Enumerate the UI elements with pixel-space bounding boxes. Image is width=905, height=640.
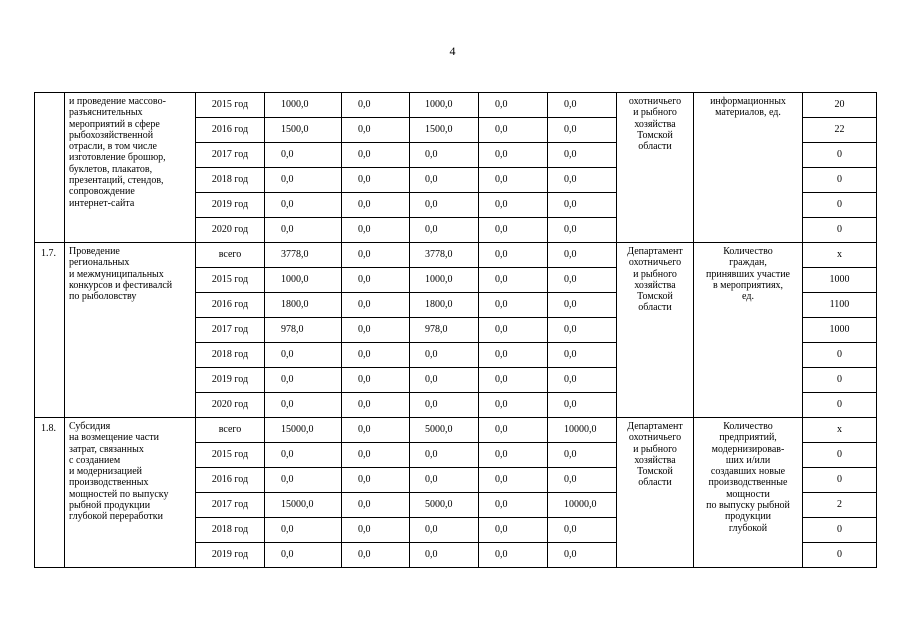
indicator-value-cell: 0 — [803, 168, 877, 193]
year-cell: 2015 год — [196, 268, 265, 293]
responsible-department: Департамент охотничьего и рыбного хозяйства Томской области — [617, 418, 694, 568]
total-cell: 1000,0 — [265, 268, 342, 293]
local-budget-cell: 0,0 — [479, 468, 548, 493]
extrabudget-cell: 0,0 — [548, 518, 617, 543]
total-cell: 978,0 — [265, 318, 342, 343]
federal-budget-cell: 0,0 — [342, 318, 410, 343]
extrabudget-cell: 0,0 — [548, 268, 617, 293]
year-cell: 2017 год — [196, 318, 265, 343]
local-budget-cell: 0,0 — [479, 193, 548, 218]
indicator-value-cell: 1000 — [803, 268, 877, 293]
regional-budget-cell: 1800,0 — [410, 293, 479, 318]
year-cell: 2016 год — [196, 293, 265, 318]
local-budget-cell: 0,0 — [479, 493, 548, 518]
regional-budget-cell: 1000,0 — [410, 93, 479, 118]
regional-budget-cell: 1500,0 — [410, 118, 479, 143]
item-name: Субсидия на возмещение части затрат, связанных с созданием и модернизацией производственных мощностей по выпуску рыбной продукции глубокой переработки — [65, 418, 196, 568]
extrabudget-cell: 0,0 — [548, 468, 617, 493]
federal-budget-cell: 0,0 — [342, 468, 410, 493]
year-cell: 2020 год — [196, 393, 265, 418]
federal-budget-cell: 0,0 — [342, 93, 410, 118]
regional-budget-cell: 5000,0 — [410, 418, 479, 443]
page-number: 4 — [449, 44, 456, 58]
extrabudget-cell: 0,0 — [548, 543, 617, 568]
year-cell: 2019 год — [196, 193, 265, 218]
regional-budget-cell: 0,0 — [410, 443, 479, 468]
year-cell: 2020 год — [196, 218, 265, 243]
year-cell: 2015 год — [196, 93, 265, 118]
item-number: 1.7. — [35, 243, 65, 418]
indicator-value-cell: 0 — [803, 443, 877, 468]
year-cell: 2015 год — [196, 443, 265, 468]
local-budget-cell: 0,0 — [479, 393, 548, 418]
total-cell: 0,0 — [265, 543, 342, 568]
indicator-value-cell: 0 — [803, 468, 877, 493]
regional-budget-cell: 0,0 — [410, 168, 479, 193]
total-cell: 1000,0 — [265, 93, 342, 118]
extrabudget-cell: 0,0 — [548, 118, 617, 143]
total-cell: 0,0 — [265, 218, 342, 243]
indicator-value-cell: 0 — [803, 343, 877, 368]
year-cell: 2018 год — [196, 168, 265, 193]
local-budget-cell: 0,0 — [479, 543, 548, 568]
indicator-value-cell: 0 — [803, 368, 877, 393]
local-budget-cell: 0,0 — [479, 443, 548, 468]
item-number: 1.8. — [35, 418, 65, 568]
indicator-value-cell: 1100 — [803, 293, 877, 318]
federal-budget-cell: 0,0 — [342, 168, 410, 193]
local-budget-cell: 0,0 — [479, 93, 548, 118]
total-cell: 3778,0 — [265, 243, 342, 268]
local-budget-cell: 0,0 — [479, 368, 548, 393]
total-cell: 0,0 — [265, 518, 342, 543]
indicator-value-cell: 0 — [803, 143, 877, 168]
extrabudget-cell: 0,0 — [548, 343, 617, 368]
extrabudget-cell: 0,0 — [548, 218, 617, 243]
total-cell: 0,0 — [265, 468, 342, 493]
regional-budget-cell: 0,0 — [410, 343, 479, 368]
total-cell: 15000,0 — [265, 493, 342, 518]
program-table — [34, 92, 877, 568]
year-cell: всего — [196, 243, 265, 268]
extrabudget-cell: 0,0 — [548, 193, 617, 218]
extrabudget-cell: 0,0 — [548, 393, 617, 418]
local-budget-cell: 0,0 — [479, 293, 548, 318]
federal-budget-cell: 0,0 — [342, 368, 410, 393]
indicator-value-cell: х — [803, 418, 877, 443]
federal-budget-cell: 0,0 — [342, 218, 410, 243]
federal-budget-cell: 0,0 — [342, 343, 410, 368]
table-row — [35, 243, 877, 268]
extrabudget-cell: 0,0 — [548, 443, 617, 468]
local-budget-cell: 0,0 — [479, 268, 548, 293]
year-cell: всего — [196, 418, 265, 443]
federal-budget-cell: 0,0 — [342, 543, 410, 568]
federal-budget-cell: 0,0 — [342, 268, 410, 293]
local-budget-cell: 0,0 — [479, 218, 548, 243]
indicator-value-cell: 20 — [803, 93, 877, 118]
federal-budget-cell: 0,0 — [342, 293, 410, 318]
table-row — [35, 93, 877, 118]
regional-budget-cell: 978,0 — [410, 318, 479, 343]
regional-budget-cell: 0,0 — [410, 393, 479, 418]
indicator-value-cell: 0 — [803, 218, 877, 243]
extrabudget-cell: 10000,0 — [548, 493, 617, 518]
total-cell: 0,0 — [265, 143, 342, 168]
total-cell: 0,0 — [265, 193, 342, 218]
total-cell: 0,0 — [265, 343, 342, 368]
federal-budget-cell: 0,0 — [342, 443, 410, 468]
indicator-name: Количество предприятий, модернизировав- ших и/или создавших новые производственные мощности по выпуску рыбной продукции глубокой — [694, 418, 803, 568]
extrabudget-cell: 0,0 — [548, 368, 617, 393]
table-row — [35, 418, 877, 443]
federal-budget-cell: 0,0 — [342, 393, 410, 418]
regional-budget-cell: 0,0 — [410, 468, 479, 493]
regional-budget-cell: 0,0 — [410, 368, 479, 393]
indicator-value-cell: х — [803, 243, 877, 268]
extrabudget-cell: 0,0 — [548, 168, 617, 193]
indicator-value-cell: 22 — [803, 118, 877, 143]
local-budget-cell: 0,0 — [479, 418, 548, 443]
total-cell: 1800,0 — [265, 293, 342, 318]
indicator-value-cell: 0 — [803, 193, 877, 218]
item-name: Проведение региональных и межмуниципальных конкурсов и фестивалсй по рыболовству — [65, 243, 196, 418]
extrabudget-cell: 0,0 — [548, 143, 617, 168]
extrabudget-cell: 10000,0 — [548, 418, 617, 443]
regional-budget-cell: 1000,0 — [410, 268, 479, 293]
year-cell: 2016 год — [196, 118, 265, 143]
total-cell: 0,0 — [265, 443, 342, 468]
item-number — [35, 93, 65, 243]
local-budget-cell: 0,0 — [479, 243, 548, 268]
total-cell: 0,0 — [265, 168, 342, 193]
responsible-department: Департамент охотничьего и рыбного хозяйства Томской области — [617, 243, 694, 418]
responsible-department: охотничьего и рыбного хозяйства Томской области — [617, 93, 694, 243]
total-cell: 1500,0 — [265, 118, 342, 143]
regional-budget-cell: 0,0 — [410, 143, 479, 168]
regional-budget-cell: 5000,0 — [410, 493, 479, 518]
regional-budget-cell: 0,0 — [410, 193, 479, 218]
indicator-value-cell: 0 — [803, 393, 877, 418]
federal-budget-cell: 0,0 — [342, 518, 410, 543]
federal-budget-cell: 0,0 — [342, 193, 410, 218]
year-cell: 2019 год — [196, 543, 265, 568]
year-cell: 2017 год — [196, 493, 265, 518]
year-cell: 2017 год — [196, 143, 265, 168]
indicator-value-cell: 2 — [803, 493, 877, 518]
local-budget-cell: 0,0 — [479, 343, 548, 368]
indicator-value-cell: 0 — [803, 518, 877, 543]
total-cell: 0,0 — [265, 368, 342, 393]
regional-budget-cell: 3778,0 — [410, 243, 479, 268]
regional-budget-cell: 0,0 — [410, 218, 479, 243]
federal-budget-cell: 0,0 — [342, 143, 410, 168]
year-cell: 2019 год — [196, 368, 265, 393]
local-budget-cell: 0,0 — [479, 168, 548, 193]
indicator-value-cell: 1000 — [803, 318, 877, 343]
item-name: и проведение массово- разъяснительных мероприятий в сфере рыбохозяйственной отрасли, в том числе изготовление брошюр, буклетов, плакатов, презентаций, стендов, сопровождение интернет-сайта — [65, 93, 196, 243]
regional-budget-cell: 0,0 — [410, 518, 479, 543]
federal-budget-cell: 0,0 — [342, 418, 410, 443]
year-cell: 2018 год — [196, 518, 265, 543]
indicator-value-cell: 0 — [803, 543, 877, 568]
year-cell: 2016 год — [196, 468, 265, 493]
total-cell: 15000,0 — [265, 418, 342, 443]
local-budget-cell: 0,0 — [479, 318, 548, 343]
total-cell: 0,0 — [265, 393, 342, 418]
local-budget-cell: 0,0 — [479, 143, 548, 168]
federal-budget-cell: 0,0 — [342, 118, 410, 143]
federal-budget-cell: 0,0 — [342, 243, 410, 268]
local-budget-cell: 0,0 — [479, 118, 548, 143]
extrabudget-cell: 0,0 — [548, 93, 617, 118]
extrabudget-cell: 0,0 — [548, 318, 617, 343]
indicator-name: информационных материалов, ед. — [694, 93, 803, 243]
extrabudget-cell: 0,0 — [548, 293, 617, 318]
extrabudget-cell: 0,0 — [548, 243, 617, 268]
local-budget-cell: 0,0 — [479, 518, 548, 543]
indicator-name: Количество граждан, принявших участие в мероприятиях, ед. — [694, 243, 803, 418]
year-cell: 2018 год — [196, 343, 265, 368]
regional-budget-cell: 0,0 — [410, 543, 479, 568]
federal-budget-cell: 0,0 — [342, 493, 410, 518]
